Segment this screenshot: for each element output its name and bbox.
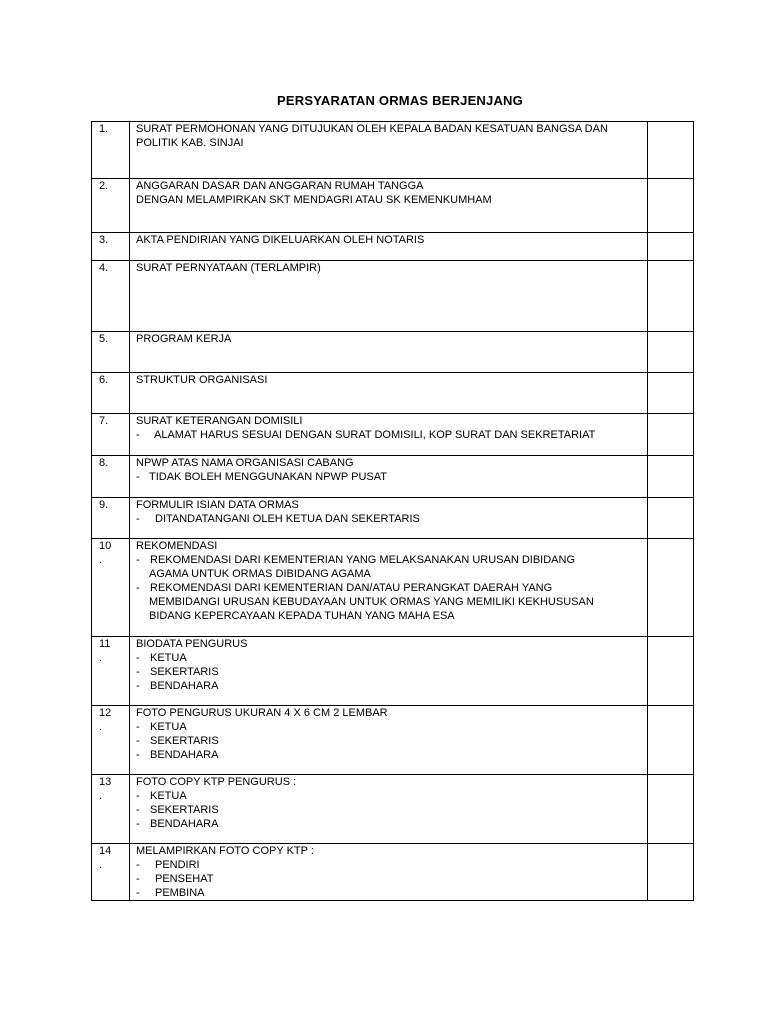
requirement-heading: FOTO PENGURUS UKURAN 4 X 6 CM 2 LEMBAR	[136, 707, 388, 719]
list-item	[136, 858, 647, 872]
requirement-cell	[130, 706, 648, 775]
list-item-text: KETUA	[150, 652, 187, 664]
row-number: 9.	[99, 499, 109, 511]
requirement-heading: MELAMPIRKAN FOTO COPY KTP :	[136, 845, 314, 857]
check-cell[interactable]	[648, 637, 694, 706]
table-row	[92, 456, 694, 498]
table-row	[92, 122, 694, 179]
row-number: .	[99, 554, 103, 566]
table-row	[92, 706, 694, 775]
list-item-text: KETUA	[150, 790, 187, 802]
row-number-cell	[92, 373, 130, 414]
row-number-cell	[92, 233, 130, 261]
check-cell[interactable]	[648, 539, 694, 637]
check-cell[interactable]	[648, 498, 694, 539]
row-number: 1.	[99, 123, 109, 135]
list-item	[136, 734, 647, 748]
list-item-text: BENDAHARA	[150, 818, 219, 830]
list-item-text: SEKERTARIS	[150, 666, 219, 678]
list-item	[136, 428, 647, 442]
row-number: 13	[99, 776, 112, 788]
list-item	[136, 789, 647, 803]
row-number-cell	[92, 414, 130, 456]
row-number-cell	[92, 706, 130, 775]
bullet-dash: -	[136, 680, 140, 692]
requirement-text: AKTA PENDIRIAN YANG DIKELUARKAN OLEH NOTARIS	[136, 234, 425, 246]
list-item	[136, 872, 647, 886]
bullet-dash: -	[136, 873, 140, 885]
row-number: .	[99, 652, 103, 664]
requirement-cell	[130, 179, 648, 233]
list-item-text: PEMBINA	[155, 887, 205, 899]
bullet-dash: -	[136, 749, 140, 761]
row-number-cell	[92, 179, 130, 233]
requirement-text: POLITIK KAB. SINJAI	[136, 137, 244, 149]
row-number: 3.	[99, 234, 109, 246]
row-number: 11	[99, 638, 111, 650]
bullet-dash: -	[136, 790, 140, 802]
requirement-cell	[130, 637, 648, 706]
check-cell[interactable]	[648, 122, 694, 179]
table-row	[92, 775, 694, 844]
bullet-dash: -	[136, 652, 140, 664]
bullet-dash: -	[136, 429, 140, 441]
list-item-text: BENDAHARA	[150, 680, 219, 692]
row-number: 12	[99, 707, 112, 719]
requirement-cell	[130, 844, 648, 901]
list-item	[136, 679, 647, 693]
list-item-continuation: MEMBIDANGI URUSAN KEBUDAYAAN UNTUK ORMAS YANG MEMILIKI KEKHUSUSAN	[149, 596, 594, 608]
row-number-cell	[92, 261, 130, 332]
list-item	[136, 470, 647, 484]
table-row	[92, 261, 694, 332]
row-number: 10	[99, 540, 112, 552]
check-cell[interactable]	[648, 775, 694, 844]
list-item	[136, 651, 647, 665]
page-title: PERSYARATAN ORMAS BERJENJANG	[277, 93, 523, 108]
requirement-cell	[130, 539, 648, 637]
list-item	[136, 512, 647, 526]
check-cell[interactable]	[648, 706, 694, 775]
requirement-cell	[130, 456, 648, 498]
row-number-cell	[92, 775, 130, 844]
bullet-dash: -	[136, 818, 140, 830]
row-number: 7.	[99, 415, 109, 427]
row-number-cell	[92, 498, 130, 539]
bullet-dash: -	[136, 804, 140, 816]
row-number: 14	[99, 845, 112, 857]
bullet-dash: -	[136, 666, 140, 678]
list-item	[136, 748, 647, 762]
list-item-text: ALAMAT HARUS SESUAI DENGAN SURAT DOMISILI, KOP SURAT DAN SEKRETARIAT	[154, 429, 596, 441]
bullet-dash: -	[136, 721, 140, 733]
table-row	[92, 539, 694, 637]
check-cell[interactable]	[648, 261, 694, 332]
check-cell[interactable]	[648, 414, 694, 456]
row-number: 4.	[99, 262, 109, 274]
list-item-continuation: AGAMA UNTUK ORMAS DIBIDANG AGAMA	[149, 568, 371, 580]
requirement-heading: SURAT KETERANGAN DOMISILI	[136, 415, 303, 427]
list-item-text: KETUA	[150, 721, 187, 733]
bullet-dash: -	[136, 471, 140, 483]
row-number-cell	[92, 637, 130, 706]
check-cell[interactable]	[648, 179, 694, 233]
requirement-cell	[130, 261, 648, 332]
requirement-heading: FORMULIR ISIAN DATA ORMAS	[136, 499, 299, 511]
bullet-dash: -	[136, 513, 140, 525]
requirement-text: PROGRAM KERJA	[136, 333, 232, 345]
requirement-heading: NPWP ATAS NAMA ORGANISASI CABANG	[136, 457, 354, 469]
table-row	[92, 414, 694, 456]
row-number: .	[99, 790, 103, 802]
table-row	[92, 179, 694, 233]
list-item-text: REKOMENDASI DARI KEMENTERIAN DAN/ATAU PERANGKAT DAERAH YANG	[150, 582, 553, 594]
table-row	[92, 233, 694, 261]
bullet-dash: -	[136, 735, 140, 747]
check-cell[interactable]	[648, 373, 694, 414]
list-item-text: BENDAHARA	[150, 749, 219, 761]
requirements-table	[91, 121, 694, 901]
bullet-dash: -	[136, 554, 140, 566]
requirement-text: DENGAN MELAMPIRKAN SKT MENDAGRI ATAU SK KEMENKUMHAM	[136, 194, 492, 206]
list-item-text: SEKERTARIS	[150, 735, 219, 747]
check-cell[interactable]	[648, 456, 694, 498]
row-number: 5.	[99, 333, 109, 345]
row-number-cell	[92, 844, 130, 901]
row-number: 6.	[99, 374, 109, 386]
row-number-cell	[92, 122, 130, 179]
requirement-text: ANGGARAN DASAR DAN ANGGARAN RUMAH TANGGA	[136, 180, 424, 192]
table-row	[92, 637, 694, 706]
row-number: .	[99, 721, 103, 733]
requirement-cell	[130, 233, 648, 261]
table-row	[92, 844, 694, 901]
check-cell[interactable]	[648, 844, 694, 901]
list-item	[136, 553, 647, 567]
bullet-dash: -	[136, 859, 140, 871]
row-number-cell	[92, 332, 130, 373]
requirement-text: SURAT PERNYATAAN (TERLAMPIR)	[136, 262, 321, 274]
list-item	[136, 803, 647, 817]
requirement-heading: BIODATA PENGURUS	[136, 638, 248, 650]
row-number: 8.	[99, 457, 109, 469]
list-item-text: PENDIRI	[155, 859, 200, 871]
list-item	[136, 581, 647, 595]
row-number-cell	[92, 456, 130, 498]
row-number-cell	[92, 539, 130, 637]
list-item-text: TIDAK BOLEH MENGGUNAKAN NPWP PUSAT	[149, 471, 387, 483]
requirement-text: SURAT PERMOHONAN YANG DITUJUKAN OLEH KEPALA BADAN KESATUAN BANGSA DAN	[136, 123, 608, 135]
list-item-text: SEKERTARIS	[150, 804, 219, 816]
table-row	[92, 332, 694, 373]
list-item-continuation: BIDANG KEPERCAYAAN KEPADA TUHAN YANG MAHA ESA	[149, 610, 455, 622]
requirement-cell	[130, 332, 648, 373]
requirement-text: STRUKTUR ORGANISASI	[136, 374, 268, 386]
requirement-cell	[130, 775, 648, 844]
row-number: 2.	[99, 180, 109, 192]
requirement-heading: FOTO COPY KTP PENGURUS :	[136, 776, 297, 788]
list-item-text: REKOMENDASI DARI KEMENTERIAN YANG MELAKSANAKAN URUSAN DIBIDANG	[150, 554, 576, 566]
bullet-dash: -	[136, 582, 140, 594]
list-item	[136, 665, 647, 679]
list-item-text: DITANDATANGANI OLEH KETUA DAN SEKERTARIS	[155, 513, 420, 525]
check-cell[interactable]	[648, 332, 694, 373]
requirement-cell	[130, 122, 648, 179]
table-row	[92, 373, 694, 414]
check-cell[interactable]	[648, 233, 694, 261]
row-number: .	[99, 859, 103, 871]
list-item	[136, 817, 647, 831]
list-item	[136, 886, 647, 900]
requirement-cell	[130, 373, 648, 414]
requirement-heading: REKOMENDASI	[136, 540, 218, 552]
bullet-dash: -	[136, 887, 140, 899]
table-row	[92, 498, 694, 539]
list-item-text: PENSEHAT	[155, 873, 214, 885]
list-item	[136, 720, 647, 734]
requirement-cell	[130, 414, 648, 456]
requirement-cell	[130, 498, 648, 539]
